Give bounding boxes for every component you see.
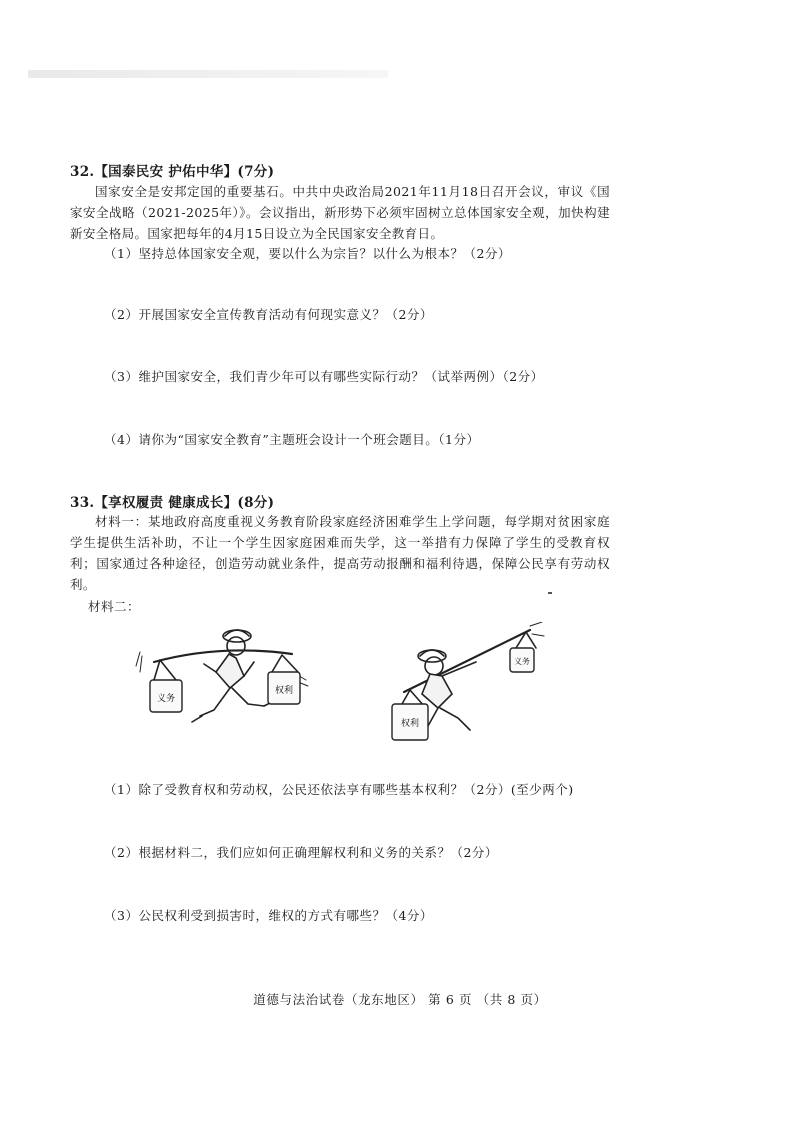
question-32-sub3: （3）维护国家安全，我们青少年可以有哪些实际行动？（试举两例）（2分） — [104, 369, 544, 384]
question-32-material: 国家安全是安邦定国的重要基石。中共中央政治局2021年11月18日召开会议，审议《国家安全战略（2021-2025年）》。会议指出，新形势下必须牢固树立总体国家安全观，加快构建新安全格局。国家把每年的4月15日设立为全民国家安全教育日。 — [70, 184, 610, 241]
question-33-material1: 材料一：某地政府高度重视义务教育阶段家庭经济困难学生上学问题，每学期对贫困家庭学生提供生活补助，不让一个学生因家庭困难而失学，这一举措有力保障了学生的受教育权利；国家通过各种途径，创造劳动就业条件，提高劳动报酬和福利待遇，保障公民享有劳动权利。 — [70, 514, 610, 592]
question-33-heading: 33.【享权履责 健康成长】(8分) — [70, 495, 275, 511]
question-33-sub1: （1）除了受教育权和劳动权，公民还依法享有哪些基本权利？（2分）(至少两个) — [104, 782, 574, 797]
cartoon-left-box-right-label: 权利 — [274, 686, 294, 696]
question-32-heading: 32.【国泰民安 护佑中华】(7分) — [70, 164, 275, 180]
cartoon-left-box-duty-label: 义务 — [156, 694, 176, 704]
question-32-sub2: （2）开展国家安全宣传教育活动有何现实意义？（2分） — [104, 307, 433, 322]
question-33-sub2: （2）根据材料二，我们应如何正确理解权利和义务的关系？（2分） — [104, 845, 498, 860]
question-33-sub3: （3）公民权利受到损害时，维权的方式有哪些？（4分） — [104, 908, 433, 923]
cartoon-unbalanced-pole — [380, 622, 550, 746]
question-32-sub1: （1）坚持总体国家安全观，要以什么为宗旨？以什么为根本？（2分） — [104, 246, 511, 261]
question-33-material2-label: 材料二： — [88, 599, 141, 614]
scan-speck — [548, 592, 552, 594]
cartoon-balanced-pole — [132, 622, 312, 740]
cartoon-right-box-duty-label: 义务 — [514, 657, 530, 666]
cartoon-right-box-right-label: 权利 — [400, 719, 420, 729]
question-32-sub4: （4）请你为“国家安全教育”主题班会设计一个班会题目。（1分） — [104, 432, 480, 447]
page-footer: 道德与法治试卷（龙东地区） 第 6 页 （共 8 页） — [253, 992, 547, 1007]
